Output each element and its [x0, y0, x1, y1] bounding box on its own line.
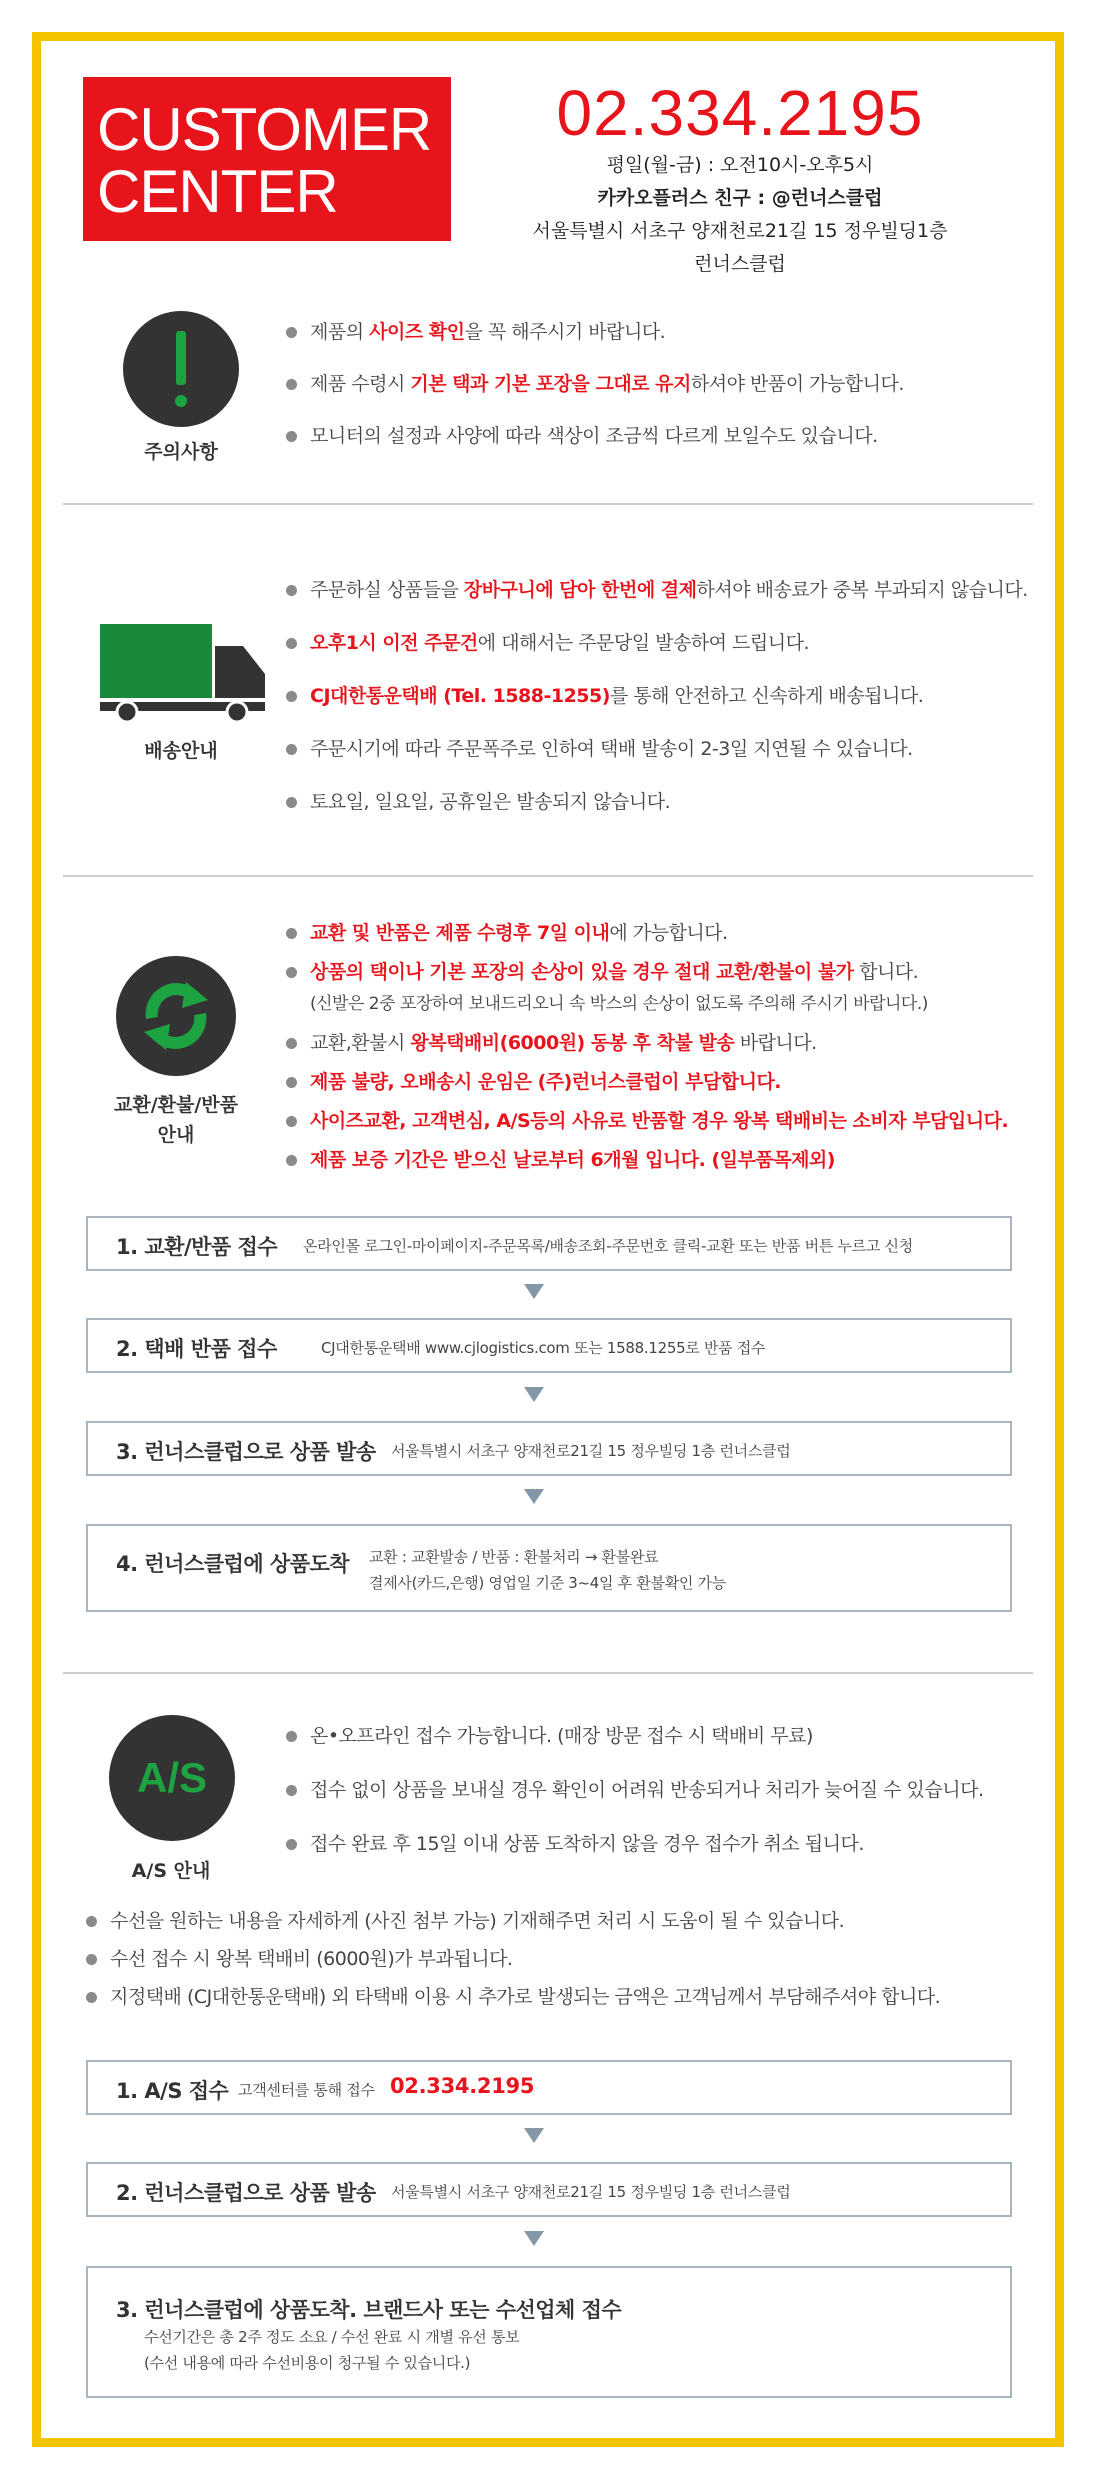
caution-list: [286, 316, 904, 472]
body-text: 하셔야 반품이 가능합니다.: [690, 373, 904, 395]
exchange-step-3: [86, 1421, 1012, 1476]
list-item: [286, 316, 904, 368]
exchange-label: [86, 1090, 266, 1150]
as-step-3: [86, 2266, 1012, 2398]
body-text: 에 가능합니다.: [609, 922, 728, 944]
kakao-friend: 카카오플러스 친구 : @런너스클럽: [597, 187, 883, 209]
list-item: 수선 접수 시 왕복 택배비 (6000원)가 부과됩니다.: [86, 1943, 940, 1981]
body-text: 제품 수령시: [310, 373, 411, 395]
phone-number[interactable]: 02.334.2195: [556, 77, 924, 149]
list-item: [286, 1105, 1008, 1144]
body-text: 을 꼭 해주시기 바랍니다.: [464, 321, 666, 343]
list-item: [286, 680, 1028, 733]
down-arrow-icon: [524, 1387, 544, 1402]
list-item: [286, 574, 1028, 627]
body-text: 에 대해서는 주문당일 발송하여 드립니다.: [477, 632, 810, 654]
as-step-1: [86, 2060, 1012, 2115]
down-arrow-icon: [524, 1489, 544, 1504]
step-desc: 서울특별시 서초구 양재천로21길 15 정우빌딩 1층 런너스클럽: [391, 2183, 791, 2201]
step-desc: 교환 : 교환발송 / 반품 : 환불처리 → 환불완료: [369, 1548, 659, 1566]
list-item: 지정택배 (CJ대한통운택배) 외 타택배 이용 시 추가로 발생되는 금액은 고객님께서 부담해주셔야 합니다.: [86, 1981, 940, 2019]
as-icon-text: A/S: [136, 1754, 207, 1801]
step-desc: 온라인몰 로그인-마이페이지-주문목록/배송조회-주문번호 클릭-교환 또는 반품 버튼 누르고 신청: [303, 1237, 913, 1255]
as-label: A/S 안내: [131, 1860, 211, 1882]
exclamation-icon: [123, 311, 239, 427]
list-item: [286, 1144, 1008, 1183]
down-arrow-icon: [524, 1284, 544, 1299]
divider: [63, 875, 1033, 877]
highlight-text: 제품 보증 기간은 받으신 날로부터 6개월 입니다. (일부품목제외): [310, 1149, 835, 1171]
step-desc-2: 결제사(카드,은행) 영업일 기준 3~4일 후 환불확인 가능: [369, 1574, 726, 1592]
list-item: [286, 1027, 1008, 1066]
as-list-2: [86, 1905, 940, 2019]
body-text: 모니터의 설정과 사양에 따라 색상이 조금씩 다르게 보일수도 있습니다.: [310, 425, 878, 447]
list-item: [286, 733, 1028, 786]
business-hours: 평일(월-금) : 오전10시-오후5시: [606, 154, 874, 176]
customer-center-logo: [83, 77, 451, 241]
list-item: 접수 없이 상품을 보내실 경우 확인이 어려워 반송되거나 처리가 늦어질 수 있습니다.: [286, 1774, 984, 1828]
divider: [63, 1672, 1033, 1674]
exchange-label-line2: 안내: [157, 1124, 195, 1146]
body-text: (신발은 2중 포장하여 보내드리오니 속 박스의 손상이 없도록 주의해 주시기 바랍니다.): [310, 994, 928, 1014]
list-item: [286, 627, 1028, 680]
body-text: 바랍니다.: [734, 1032, 817, 1054]
step-title: 4. 런너스클럽에 상품도착: [116, 1552, 350, 1576]
body-text: 를 통해 안전하고 신속하게 배송됩니다.: [609, 685, 924, 707]
divider: [63, 503, 1033, 505]
step-title: 2. 런너스클럽으로 상품 발송: [116, 2181, 376, 2205]
step-title: 3. 런너스클럽으로 상품 발송: [116, 1440, 376, 1464]
step-title: 1. A/S 접수: [116, 2079, 229, 2103]
list-item: 접수 완료 후 15일 이내 상품 도착하지 않을 경우 접수가 취소 됩니다.: [286, 1828, 984, 1882]
list-item: [286, 368, 904, 420]
list-item: [286, 988, 1008, 1027]
logo-line-1: CUSTOMER: [97, 96, 432, 163]
step-title: 3. 런너스클럽에 상품도착. 브랜드사 또는 수선업체 접수: [116, 2298, 622, 2322]
highlight-text: 교환 및 반품은 제품 수령후 7일 이내: [310, 922, 610, 944]
refresh-icon: [116, 956, 236, 1076]
as-list: [286, 1720, 984, 1882]
exchange-step-1: [86, 1216, 1012, 1271]
delivery-list: [286, 574, 1028, 839]
step-desc: 고객센터를 통해 접수: [238, 2081, 375, 2099]
list-item: 수선을 원하는 내용을 자세하게 (사진 첨부 가능) 기재해주면 처리 시 도움이 될 수 있습니다.: [86, 1905, 940, 1943]
step-desc: 서울특별시 서초구 양재천로21길 15 정우빌딩 1층 런너스클럽: [391, 1442, 791, 1460]
list-item: [286, 1066, 1008, 1105]
highlight-text: 왕복택배비(6000원) 동봉 후 착불 발송: [410, 1032, 735, 1054]
exchange-list: [286, 917, 1008, 1183]
body-text: 교환,환불시: [310, 1032, 411, 1054]
highlight-text: 사이즈교환, 고객변심, A/S등의 사유로 반품할 경우 왕복 택배비는 소비자 부담입니다.: [310, 1110, 1009, 1132]
list-item: 온•오프라인 접수 가능합니다. (매장 방문 접수 시 택배비 무료): [286, 1720, 984, 1774]
step-title: 2. 택배 반품 접수: [116, 1337, 277, 1361]
step-desc: CJ대한통운택배 www.cjlogistics.com 또는 1588.1255로 반품 접수: [321, 1339, 766, 1357]
logo-line-2: CENTER: [97, 158, 338, 225]
address: 서울특별시 서초구 양재천로21길 15 정우빌딩1층: [532, 220, 948, 242]
truck-icon: [97, 622, 269, 726]
list-item: [286, 786, 1028, 839]
delivery-label: 배송안내: [144, 740, 218, 762]
list-item: [286, 956, 1008, 988]
step-desc-2: (수선 내용에 따라 수선비용이 청구될 수 있습니다.): [144, 2354, 471, 2372]
body-text: 제품의: [310, 321, 370, 343]
as-phone[interactable]: 02.334.2195: [390, 2074, 535, 2098]
step-title: 1. 교환/반품 접수: [116, 1235, 278, 1259]
exchange-label-line1: 교환/환불/반품: [113, 1094, 238, 1116]
highlight-text: 오후1시 이전 주문건: [310, 632, 478, 654]
body-text: 주문하실 상품들을: [310, 579, 464, 601]
highlight-text: 사이즈 확인: [369, 321, 465, 343]
list-item: [286, 917, 1008, 956]
highlight-text: CJ대한통운택배 (Tel. 1588-1255): [310, 685, 610, 707]
exchange-step-2: [86, 1318, 1012, 1373]
as-step-2: [86, 2162, 1012, 2217]
highlight-text: 기본 택과 기본 포장을 그대로 유지: [410, 373, 691, 395]
down-arrow-icon: [524, 2128, 544, 2143]
body-text: 합니다.: [853, 961, 919, 983]
body-text: 하셔야 배송료가 중복 부과되지 않습니다.: [696, 579, 1028, 601]
step-desc: 수선기간은 총 2주 정도 소요 / 수선 완료 시 개별 유선 통보: [144, 2328, 520, 2346]
highlight-text: 상품의 택이나 기본 포장의 손상이 있을 경우 절대 교환/환불이 불가: [310, 961, 854, 983]
body-text: 토요일, 일요일, 공휴일은 발송되지 않습니다.: [310, 791, 671, 813]
down-arrow-icon: [524, 2231, 544, 2246]
caution-label: 주의사항: [144, 441, 218, 463]
list-item: [286, 420, 904, 472]
body-text: 주문시기에 따라 주문폭주로 인하여 택배 발송이 2-3일 지연될 수 있습니다.: [310, 738, 913, 760]
exchange-step-4: [86, 1524, 1012, 1612]
as-icon: [109, 1715, 235, 1841]
company-name: 런너스클럽: [694, 253, 786, 275]
highlight-text: 장바구니에 담아 한번에 결제: [463, 579, 697, 601]
highlight-text: 제품 불량, 오배송시 운임은 (주)런너스클럽이 부담합니다.: [310, 1071, 782, 1093]
